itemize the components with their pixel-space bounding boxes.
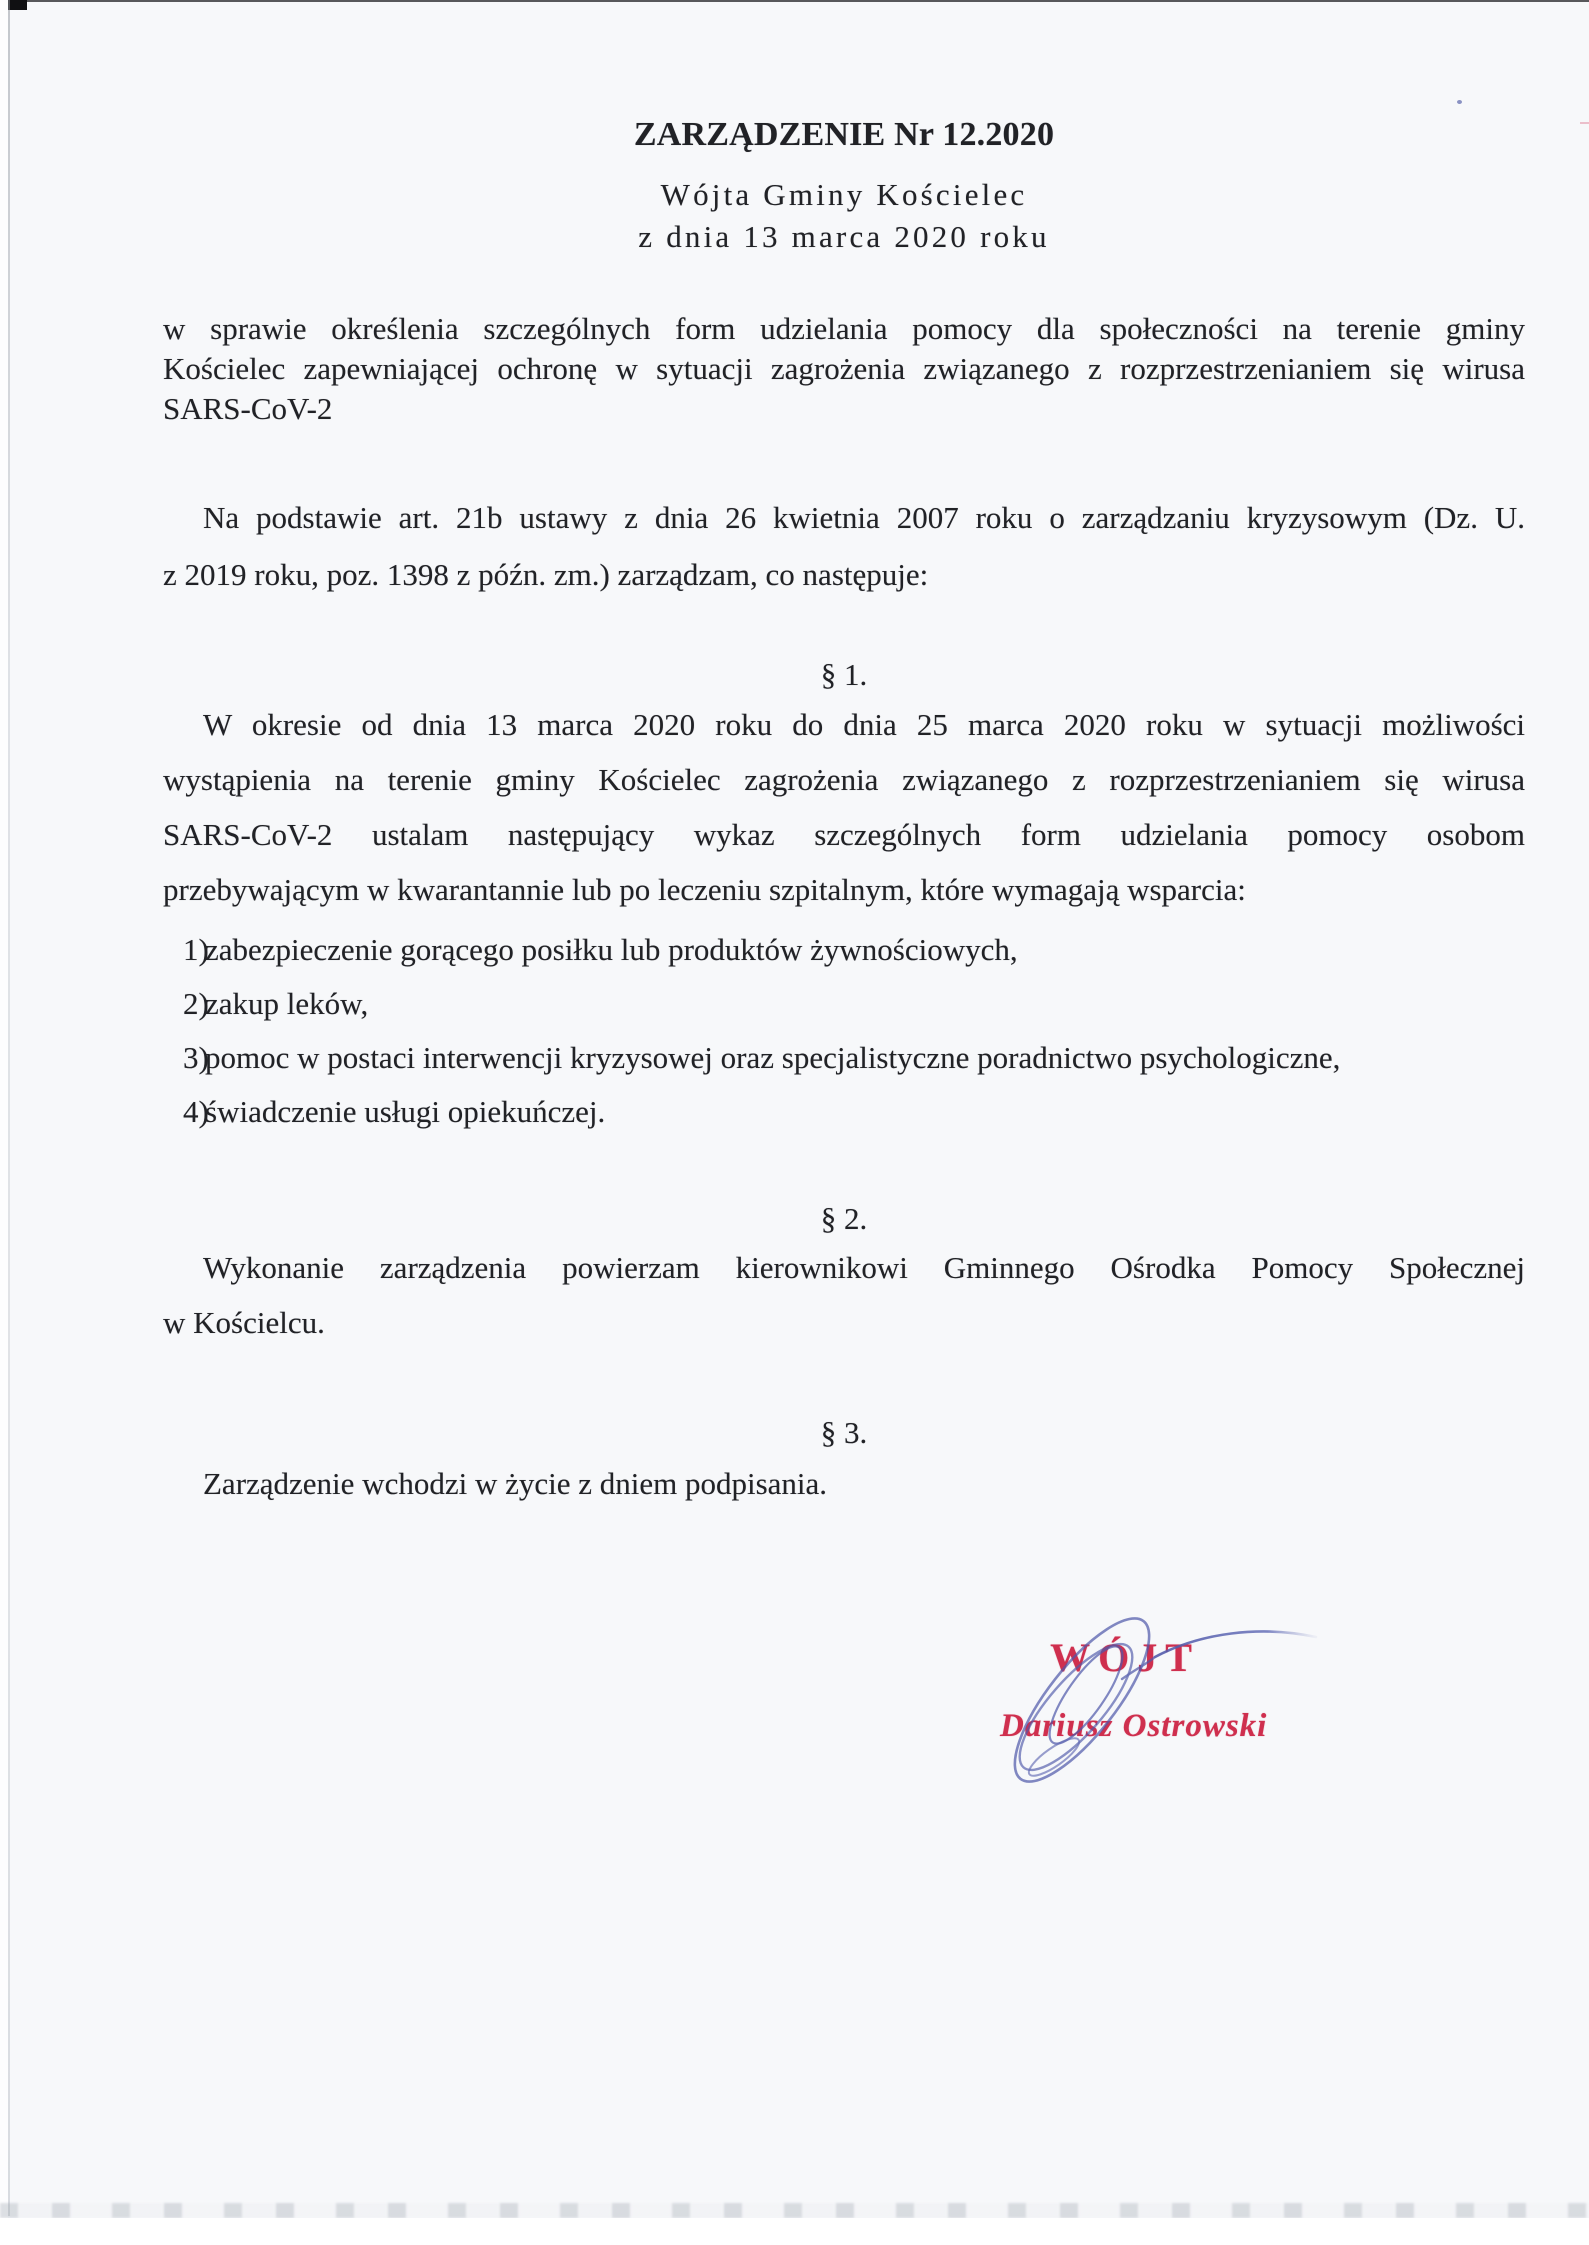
scan-speck bbox=[1580, 122, 1589, 124]
stamp-name-text: Dariusz Ostrowski bbox=[1000, 1708, 1268, 1744]
scan-left-seam bbox=[8, 0, 10, 2216]
section-1-line: wystąpienia na terenie gminy Kościelec zagrożenia związanego z rozprzestrzenianiem się wirusa bbox=[163, 762, 1525, 797]
list-item-text: zabezpieczenie gorącego posiłku lub produktów żywnościowych, bbox=[205, 932, 1018, 967]
list-item-number: 4) bbox=[183, 1094, 209, 1129]
legal-basis-line: z 2019 roku, poz. 1398 z późn. zm.) zarządzam, co następuje: bbox=[163, 557, 929, 592]
scan-edge-top bbox=[0, 0, 1589, 2]
list-item-text: pomoc w postaci interwencji kryzysowej oraz specjalistyczne poradnictwo psychologiczne, bbox=[205, 1040, 1341, 1075]
signature-ink bbox=[950, 1595, 1340, 1810]
document-issuer: Wójta Gminy Kościelec bbox=[660, 177, 1028, 212]
list-item bbox=[163, 923, 1525, 977]
scan-bottom-edge bbox=[0, 2203, 1589, 2218]
list-item-text: świadczenie usługi opiekuńczej. bbox=[205, 1094, 606, 1129]
signature-loop-icon bbox=[1003, 1629, 1149, 1785]
list-item-number: 2) bbox=[183, 986, 209, 1021]
section-1-paragraph bbox=[163, 697, 1525, 917]
subject-line: SARS-CoV-2 bbox=[163, 391, 333, 426]
scan-left-strip bbox=[0, 0, 8, 2218]
signature-tail-icon bbox=[1155, 1631, 1316, 1657]
list-item-number: 3) bbox=[183, 1040, 209, 1075]
list-item-text: zakup leków, bbox=[205, 986, 369, 1021]
section-1-line: W okresie od dnia 13 marca 2020 roku do dnia 25 marca 2020 roku w sytuacji możliwości bbox=[203, 707, 1525, 742]
legal-basis-line: Na podstawie art. 21b ustawy z dnia 26 kwietnia 2007 roku o zarządzaniu kryzysowym (Dz. U. bbox=[203, 500, 1525, 535]
list-item bbox=[163, 1031, 1525, 1085]
section-1-heading: § 1. bbox=[820, 657, 868, 692]
section-3-heading: § 3. bbox=[820, 1415, 868, 1450]
document-date: z dnia 13 marca 2020 roku bbox=[638, 219, 1050, 254]
section-3-line: Zarządzenie wchodzi w życie z dniem podpisania. bbox=[203, 1466, 828, 1501]
section-2-heading: § 2. bbox=[820, 1201, 868, 1236]
list-item bbox=[163, 1085, 1525, 1139]
section-1-line: SARS-CoV-2 ustalam następujący wykaz szczególnych form udzielania pomocy osobom bbox=[163, 817, 1525, 852]
subject-line: w sprawie określenia szczególnych form udzielania pomocy dla społeczności na terenie gminy bbox=[163, 311, 1525, 346]
subject-line: Kościelec zapewniającej ochronę w sytuacji zagrożenia związanego z rozprzestrzenianiem się wirusa bbox=[163, 351, 1525, 386]
list-item-number: 1) bbox=[183, 932, 209, 967]
section-1-line: przebywającym w kwarantannie lub po leczeniu szpitalnym, które wymagają wsparcia: bbox=[163, 872, 1246, 907]
section-3-paragraph bbox=[163, 1464, 1525, 1504]
section-2-line: Wykonanie zarządzenia powierzam kierownikowi Gminnego Ośrodka Pomocy Społecznej bbox=[203, 1250, 1525, 1285]
stamp-role-text: WÓJT bbox=[1050, 1635, 1200, 1680]
section-2-paragraph bbox=[163, 1240, 1525, 1350]
list-item bbox=[163, 977, 1525, 1031]
section-2-line: w Kościelcu. bbox=[163, 1305, 325, 1340]
title-block bbox=[163, 112, 1525, 258]
section-1-list bbox=[163, 923, 1525, 1139]
legal-basis-paragraph bbox=[163, 489, 1525, 603]
document-title: ZARZĄDZENIE Nr 12.2020 bbox=[633, 116, 1055, 153]
scan-speck bbox=[1457, 100, 1462, 104]
subject-paragraph bbox=[163, 309, 1525, 429]
signature-loop-icon bbox=[994, 1600, 1171, 1799]
